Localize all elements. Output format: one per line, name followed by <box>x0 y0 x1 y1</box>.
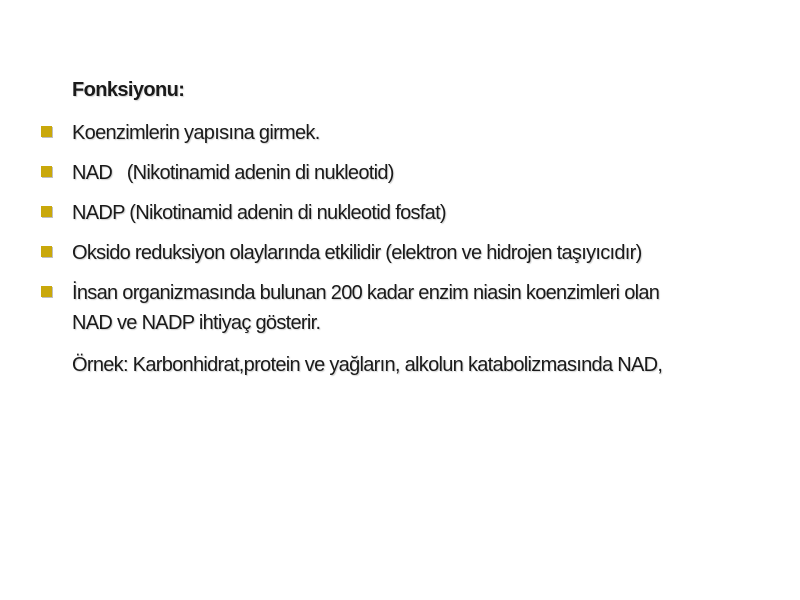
bullet-item <box>0 158 800 189</box>
square-bullet-icon <box>41 126 52 137</box>
square-bullet-icon <box>41 246 52 257</box>
bullet-text-line1: İnsan organizmasında bulunan 200 kadar enzim niasin koenzimleri olan <box>72 282 660 304</box>
bullet-item <box>0 238 800 269</box>
bullet-list <box>0 118 800 338</box>
square-bullet-icon <box>41 166 52 177</box>
square-bullet-icon <box>41 286 52 297</box>
bullet-text: NADP (Nikotinamid adenin di nukleotid fosfat) <box>72 202 446 224</box>
bullet-item <box>0 198 800 229</box>
example-text: Örnek: Karbonhidrat,protein ve yağların, alkolun katabolizmasında NAD, <box>72 354 663 376</box>
slide-heading: Fonksiyonu: <box>72 79 185 101</box>
bullet-item <box>0 278 800 338</box>
bullet-text: Koenzimlerin yapısına girmek. <box>72 122 320 144</box>
square-bullet-icon <box>41 206 52 217</box>
bullet-text-line2: NAD ve NADP ihtiyaç gösterir. <box>72 312 321 334</box>
bullet-text: Oksido reduksiyon olaylarında etkilidir (elektron ve hidrojen taşıyıcıdır) <box>72 242 642 264</box>
bullet-item <box>0 118 800 149</box>
bullet-text: NAD (Nikotinamid adenin di nukleotid) <box>72 162 394 184</box>
